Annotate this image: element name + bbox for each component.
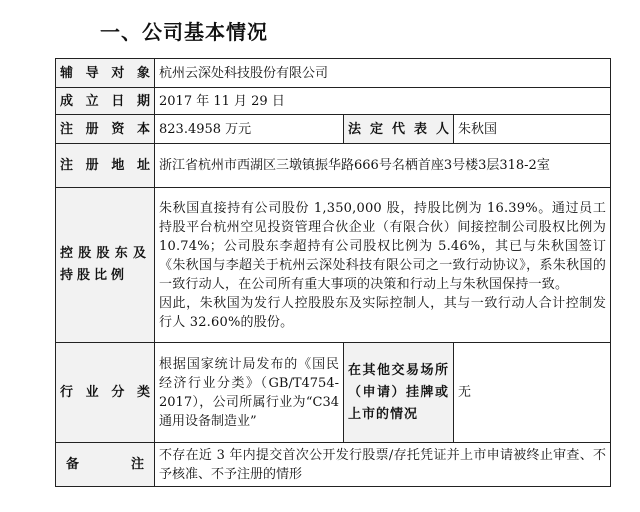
row-registered-capital [56,115,611,144]
value-legal-representative: 朱秋国 [454,115,611,144]
value-industry: 根据国家统计局发布的《国民经济行业分类》（GB/T4754-2017），公司所属行业为“C34 通用设备制造业” [155,343,344,443]
value-founded-date: 2017 年 11 月 29 日 [155,88,611,115]
section-title: 一、公司基本情况 [100,20,268,44]
label-other-listing: 在其他交易场所（申请）挂牌或上市的情况 [344,343,454,443]
value-other-listing: 无 [454,343,611,443]
value-registered-address: 浙江省杭州市西湖区三墩镇振华路666号名栖首座3号楼3层318-2室 [155,144,611,188]
label-registered-address: 注册地址 [56,144,155,188]
company-info-table [55,58,611,487]
holding-paragraph-1: 朱秋国直接持有公司股份 1,350,000 股，持股比例为 16.39%。通过员工持股平台杭州空见投资管理合伙企业（有限合伙）间接控制公司股权比例为 10.74%；公司股东李超持有公司股权比例为 5.46%，其已与朱秋国签订《朱秋国与李超关于杭州云深处科技有限公司之一致行动协议》，系朱秋国的一致行动人，在公司所有重大事项的决策和行动上与朱秋国保持一致。 [159,200,607,292]
label-remarks [56,443,155,487]
label-industry: 行业分类 [56,343,155,443]
label-registered-capital: 注册资本 [56,115,155,144]
label-legal-representative: 法定代表人 [344,115,454,144]
label-mentor-target: 辅导对象 [56,59,155,88]
value-mentor-target: 杭州云深处科技股份有限公司 [155,59,611,88]
label-founded-date: 成立日期 [56,88,155,115]
row-founded-date [56,88,611,115]
row-controlling-shareholder [56,188,611,343]
label-controlling-shareholder: 控股股东及持股比例 [56,188,155,343]
value-remarks: 不存在近 3 年内提交首次公开发行股票/存托凭证并上市申请被终止审查、不予核准、不予注册的情形 [155,443,611,487]
row-remarks [56,443,611,487]
label-remarks-char-1: 备 [66,457,80,472]
holding-paragraph-2: 因此，朱秋国为发行人控股股东及实际控制人，其与一致行动人合计控制发行人 32.60%的股份。 [159,295,607,330]
value-registered-capital: 823.4958 万元 [155,115,344,144]
label-remarks-char-2: 注 [130,457,144,472]
row-registered-address [56,144,611,188]
row-mentor-target [56,59,611,88]
value-controlling-shareholder [155,188,611,343]
row-industry [56,343,611,443]
